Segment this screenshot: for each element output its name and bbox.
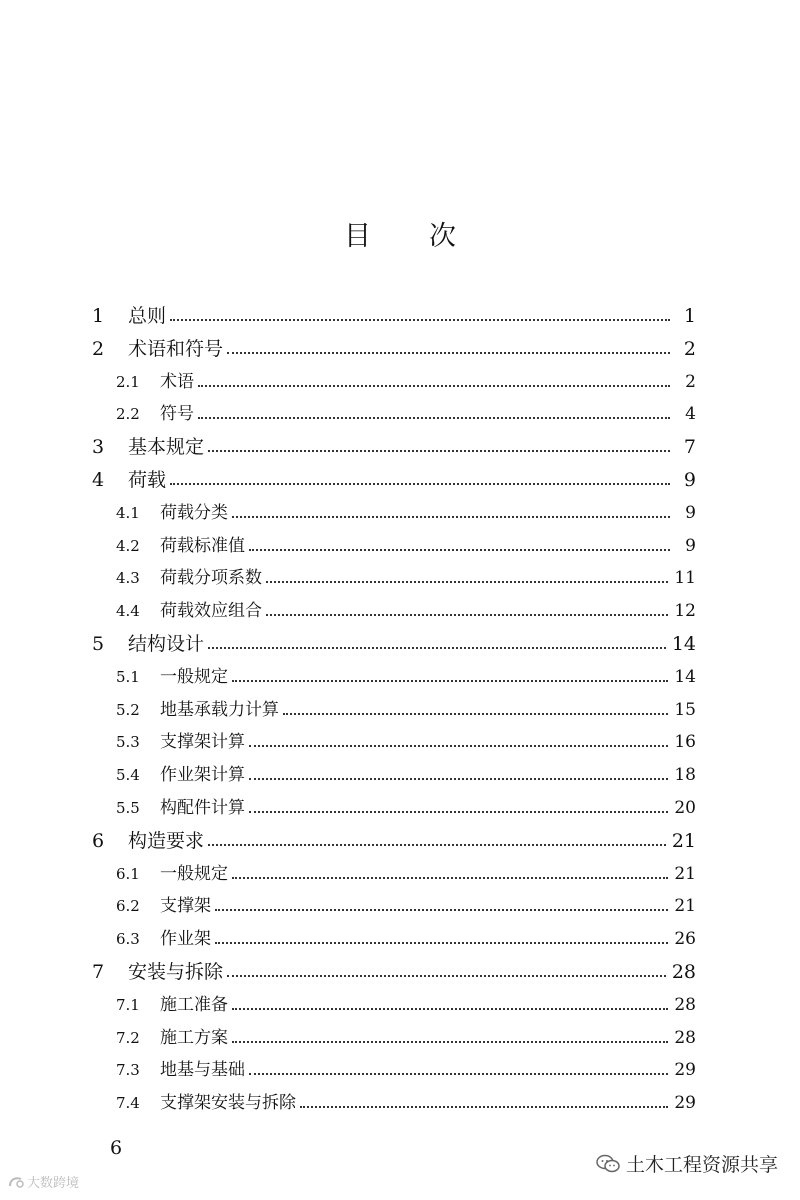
toc-entry bbox=[116, 530, 696, 562]
toc-entry-page: 7 bbox=[683, 436, 696, 459]
toc-entry-page: 14 bbox=[671, 633, 696, 655]
toc-entry-label: 作业架 bbox=[160, 929, 211, 950]
toc-entry bbox=[116, 759, 696, 791]
toc-entry-page: 12 bbox=[674, 601, 696, 622]
toc-entry-label: 总则 bbox=[128, 305, 167, 327]
toc-entry bbox=[116, 1022, 696, 1054]
toc-entry-number: 6 bbox=[92, 829, 105, 852]
watermark-left bbox=[8, 1172, 79, 1191]
toc-entry-label: 支撑架 bbox=[160, 896, 211, 917]
toc-entry-label: 地基承载力计算 bbox=[160, 699, 279, 720]
toc-entry-number: 6.3 bbox=[116, 930, 140, 949]
toc-entry bbox=[116, 398, 696, 430]
page-title bbox=[0, 214, 800, 253]
toc-entry-page: 2 bbox=[683, 337, 696, 360]
toc-leader-dots bbox=[215, 942, 668, 944]
toc-entry bbox=[116, 694, 696, 726]
toc-entry bbox=[92, 333, 696, 365]
toc-entry bbox=[92, 628, 696, 660]
toc-leader-dots bbox=[227, 352, 670, 354]
toc-entry bbox=[116, 858, 696, 890]
toc-leader-dots bbox=[198, 385, 670, 387]
toc-entry-label: 一般规定 bbox=[160, 666, 228, 687]
toc-entry-label: 施工方案 bbox=[160, 1027, 228, 1048]
toc-entry-number: 5.3 bbox=[116, 733, 140, 752]
toc-leader-dots bbox=[300, 1106, 668, 1108]
toc-entry bbox=[116, 1054, 696, 1086]
watermark-right bbox=[596, 1150, 778, 1177]
toc-entry bbox=[92, 464, 696, 496]
toc-entry-label: 一般规定 bbox=[160, 863, 228, 884]
toc-entry-label: 基本规定 bbox=[128, 436, 205, 459]
watermark-left-text: 大数跨境 bbox=[27, 1176, 80, 1191]
toc-leader-dots bbox=[266, 581, 668, 583]
toc-entry-page: 21 bbox=[674, 896, 696, 917]
toc-leader-dots bbox=[198, 417, 670, 419]
toc-entry-page: 21 bbox=[671, 829, 696, 852]
toc-entry-page: 9 bbox=[683, 469, 696, 491]
toc-entry-number: 4.1 bbox=[116, 503, 140, 522]
toc-entry-page: 28 bbox=[674, 1027, 696, 1048]
wechat-icon bbox=[596, 1154, 620, 1174]
toc-entry bbox=[116, 366, 696, 398]
toc-entry-label: 荷载分项系数 bbox=[160, 568, 262, 589]
toc-entry-number: 4.4 bbox=[116, 602, 140, 621]
toc-leader-dots bbox=[283, 713, 668, 715]
watermark-right-text: 土木工程资源共享 bbox=[625, 1154, 778, 1176]
toc-leader-dots bbox=[249, 745, 668, 747]
brand-logo-icon bbox=[8, 1175, 24, 1189]
toc-leader-dots bbox=[232, 877, 668, 879]
toc-entry-label: 结构设计 bbox=[128, 633, 205, 655]
toc-entry-number: 5.4 bbox=[116, 766, 140, 785]
toc-entry-label: 作业架计算 bbox=[160, 765, 245, 786]
toc-entry-label: 术语 bbox=[160, 371, 194, 392]
toc-entry bbox=[116, 890, 696, 922]
toc-entry-page: 9 bbox=[685, 535, 696, 556]
toc-entry-label: 安装与拆除 bbox=[128, 961, 224, 983]
toc-entry-label: 术语和符号 bbox=[128, 337, 224, 360]
toc-leader-dots bbox=[232, 1008, 668, 1010]
toc-entry-number: 5 bbox=[92, 633, 105, 655]
toc-leader-dots bbox=[249, 778, 668, 780]
toc-entry-label: 构造要求 bbox=[128, 829, 205, 852]
toc-entry-number: 2 bbox=[92, 337, 105, 360]
toc-leader-dots bbox=[232, 680, 668, 682]
toc-entry-number: 7.3 bbox=[116, 1061, 140, 1080]
toc-entry-page: 15 bbox=[674, 699, 696, 720]
toc-entry-number: 5.5 bbox=[116, 799, 140, 817]
toc-entry bbox=[116, 1087, 696, 1119]
toc-entry-number: 1 bbox=[92, 305, 105, 327]
toc-entry-page: 14 bbox=[674, 666, 696, 687]
toc-leader-dots bbox=[249, 1073, 668, 1075]
toc-entry-page: 21 bbox=[674, 863, 696, 884]
title-char-2: 次 bbox=[429, 221, 456, 252]
toc-entry-label: 支撑架安装与拆除 bbox=[160, 1093, 296, 1114]
toc-leader-dots bbox=[208, 450, 670, 452]
toc-entry bbox=[92, 300, 696, 332]
toc-entry-label: 荷载分类 bbox=[160, 502, 228, 523]
toc-entry-label: 荷载标准值 bbox=[160, 535, 245, 556]
toc-entry-page: 9 bbox=[685, 502, 696, 523]
toc-leader-dots bbox=[232, 1041, 668, 1043]
toc-entry bbox=[92, 825, 696, 857]
toc-entry-number: 6.1 bbox=[116, 864, 140, 883]
toc-entry-number: 4 bbox=[92, 469, 105, 491]
toc-leader-dots bbox=[208, 647, 666, 649]
toc-leader-dots bbox=[215, 909, 668, 911]
toc-entry-number: 7.1 bbox=[116, 995, 140, 1014]
toc-entry-page: 1 bbox=[683, 305, 696, 327]
toc-entry-number: 4.2 bbox=[116, 536, 140, 555]
toc-leader-dots bbox=[208, 844, 666, 846]
page-number: 6 bbox=[110, 1137, 123, 1159]
toc-entry-number: 5.1 bbox=[116, 667, 140, 686]
toc-entry-number: 6.2 bbox=[116, 897, 140, 916]
toc-leader-dots bbox=[170, 319, 670, 321]
toc-entry bbox=[92, 956, 696, 988]
toc-leader-dots bbox=[170, 483, 670, 485]
toc-entry-number: 4.3 bbox=[116, 569, 140, 588]
toc-entry-page: 11 bbox=[674, 568, 696, 589]
toc-entry-label: 符号 bbox=[160, 404, 194, 425]
toc-entry-page: 29 bbox=[674, 1060, 696, 1081]
toc-entry-label: 施工准备 bbox=[160, 994, 228, 1015]
toc-leader-dots bbox=[249, 811, 668, 813]
title-char-1: 目 bbox=[344, 221, 371, 252]
toc-entry-page: 28 bbox=[671, 961, 696, 983]
toc-entry-number: 3 bbox=[92, 436, 105, 459]
toc-entry-page: 4 bbox=[685, 404, 696, 425]
toc-entry bbox=[92, 431, 696, 463]
toc-entry-number: 7.2 bbox=[116, 1028, 140, 1047]
toc-entry bbox=[116, 661, 696, 693]
toc-entry-number: 2.1 bbox=[116, 372, 140, 391]
toc-entry-number: 2.2 bbox=[116, 405, 140, 424]
toc-leader-dots bbox=[266, 614, 668, 616]
toc-leader-dots bbox=[249, 549, 670, 551]
toc-entry-number: 5.2 bbox=[116, 700, 140, 719]
toc-entry-page: 16 bbox=[674, 732, 696, 753]
toc-entry-label: 地基与基础 bbox=[160, 1060, 245, 1081]
toc-entry-page: 26 bbox=[674, 929, 696, 950]
toc-entry-label: 支撑架计算 bbox=[160, 732, 245, 753]
toc-entry bbox=[116, 595, 696, 627]
toc-entry-page: 28 bbox=[674, 994, 696, 1015]
toc-entry bbox=[116, 497, 696, 529]
toc-leader-dots bbox=[232, 516, 670, 518]
toc-entry bbox=[116, 989, 696, 1021]
toc-entry-page: 20 bbox=[674, 798, 696, 818]
toc-entry bbox=[116, 792, 696, 824]
toc-entry-label: 构配件计算 bbox=[160, 798, 245, 818]
toc-entry-label: 荷载效应组合 bbox=[160, 601, 262, 622]
toc-entry-page: 2 bbox=[685, 371, 696, 392]
toc-entry bbox=[116, 562, 696, 594]
toc-entry-number: 7 bbox=[92, 961, 105, 983]
toc-entry-page: 18 bbox=[674, 765, 696, 786]
toc-leader-dots bbox=[227, 975, 666, 977]
toc-entry-number: 7.4 bbox=[116, 1094, 140, 1113]
toc-entry bbox=[116, 923, 696, 955]
toc-entry-page: 29 bbox=[674, 1093, 696, 1114]
toc-entry bbox=[116, 726, 696, 758]
toc-entry-label: 荷载 bbox=[128, 469, 167, 491]
